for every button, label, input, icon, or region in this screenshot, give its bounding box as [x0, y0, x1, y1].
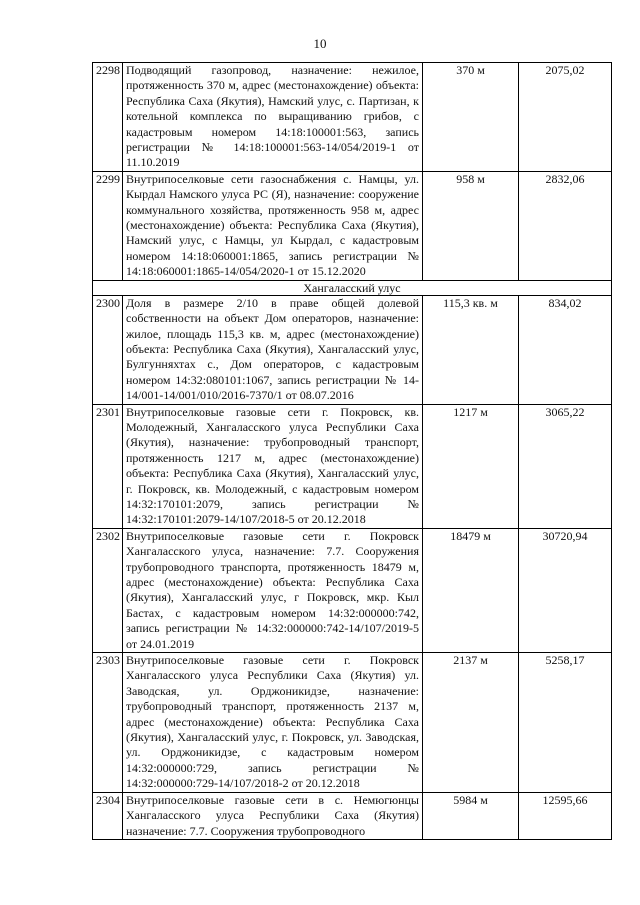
row-description: Внутрипоселковые газовые сети г. Покровск, кв. Молодежный, Хангаласского улуса Республики Саха (Якутия), назначение: трубопроводный транспорт, протяженность 1217 м, адрес (местонахождение) объекта: Республика Саха (Якутия), Хангаласский улус, г. Покровск, кв. Молодежный, с кадастровым номером 14:32:170101:2079, запись регистрации № 14:32:170101:2079-14/107/2018-5 от 20.12.2018	[123, 404, 423, 528]
row-cost: 834,02	[519, 295, 612, 404]
property-registry-table	[92, 62, 612, 840]
table-row	[93, 295, 612, 404]
row-size: 370 м	[423, 63, 519, 172]
row-number: 2301	[93, 404, 123, 528]
row-cost: 12595,66	[519, 792, 612, 839]
row-cost: 2075,02	[519, 63, 612, 172]
row-description: Внутрипоселковые сети газоснабжения с. Намцы, ул. Кырдал Намского улуса РС (Я), назначение: сооружение коммунального хозяйства, протяженность 958 м, адрес (местонахождение) объекта: Республика Саха (Якутия), Намский улус, с Намцы, ул Кырдал, с кадастровым номером 14:18:060001:1865, запись регистрации № 14:18:060001:1865-14/054/2020-1 от 15.12.2020	[123, 171, 423, 280]
row-size: 2137 м	[423, 653, 519, 793]
table-row	[93, 171, 612, 280]
row-size: 958 м	[423, 171, 519, 280]
table-row	[93, 63, 612, 172]
table-row	[93, 653, 612, 793]
row-number: 2303	[93, 653, 123, 793]
row-cost: 5258,17	[519, 653, 612, 793]
row-size: 1217 м	[423, 404, 519, 528]
section-header-row	[93, 280, 612, 295]
row-cost: 2832,06	[519, 171, 612, 280]
table-row	[93, 404, 612, 528]
table-row	[93, 528, 612, 652]
row-description: Внутрипоселковые газовые сети в с. Немюгюнцы Хангаласского улуса Республики Саха (Якутия) назначение: 7.7. Сооружения трубопроводного	[123, 792, 423, 839]
table-row	[93, 792, 612, 839]
row-number: 2304	[93, 792, 123, 839]
row-size: 115,3 кв. м	[423, 295, 519, 404]
row-number: 2302	[93, 528, 123, 652]
row-number: 2298	[93, 63, 123, 172]
row-description: Внутрипоселковые газовые сети г. Покровск Хангаласского улуса, назначение: 7.7. Сооружения трубопроводного транспорта, протяженность 18479 м, адрес (местонахождение) объекта: Республика Саха (Якутия), Хангаласский улус, г Покровск, мкр. Кыл Бастах, с кадастровым номером 14:32:000000:742, запись регистрации № 14:32:000000:742-14/107/2019-5 от 24.01.2019	[123, 528, 423, 652]
row-cost: 30720,94	[519, 528, 612, 652]
row-number: 2300	[93, 295, 123, 404]
page-number: 10	[313, 36, 327, 51]
row-description: Подводящий газопровод, назначение: нежилое, протяженность 370 м, адрес (местонахождение) объекта: Республика Саха (Якутия), Намский улус, с. Партизан, к котельной комплекса по выращиванию грибов, с кадастровым номером 14:18:100001:563, запись регистрации № 14:18:100001:563-14/054/2019-1 от 11.10.2019	[123, 63, 423, 172]
row-description: Доля в размере 2/10 в праве общей долевой собственности на объект Дом операторов, назначение: жилое, площадь 115,3 кв. м, адрес (местонахождение) объекта: Республика Саха (Якутия), Хангаласский улус, Булгунняхтах с., Дом операторов, с кадастровым номером 14:32:080101:1067, запись регистрации № 14-14/001-14/001/010/2016-7370/1 от 08.07.2016	[123, 295, 423, 404]
row-size: 18479 м	[423, 528, 519, 652]
row-size: 5984 м	[423, 792, 519, 839]
section-title: Хангаласский улус	[93, 280, 612, 295]
row-cost: 3065,22	[519, 404, 612, 528]
row-description: Внутрипоселковые газовые сети г. Покровск Хангаласского улуса Республики Саха (Якутия) ул. Заводская, ул. Орджоникидзе, назначение: трубопроводный транспорт, протяженность 2137 м, адрес (местонахождение) объекта: Республика Саха (Якутия), Хангаласский улус, г. Покровск, ул. Заводская, ул. Орджоникидзе, с кадастровым номером 14:32:000000:729, запись регистрации № 14:32:000000:729-14/107/2018-2 от 20.12.2018	[123, 653, 423, 793]
row-number: 2299	[93, 171, 123, 280]
